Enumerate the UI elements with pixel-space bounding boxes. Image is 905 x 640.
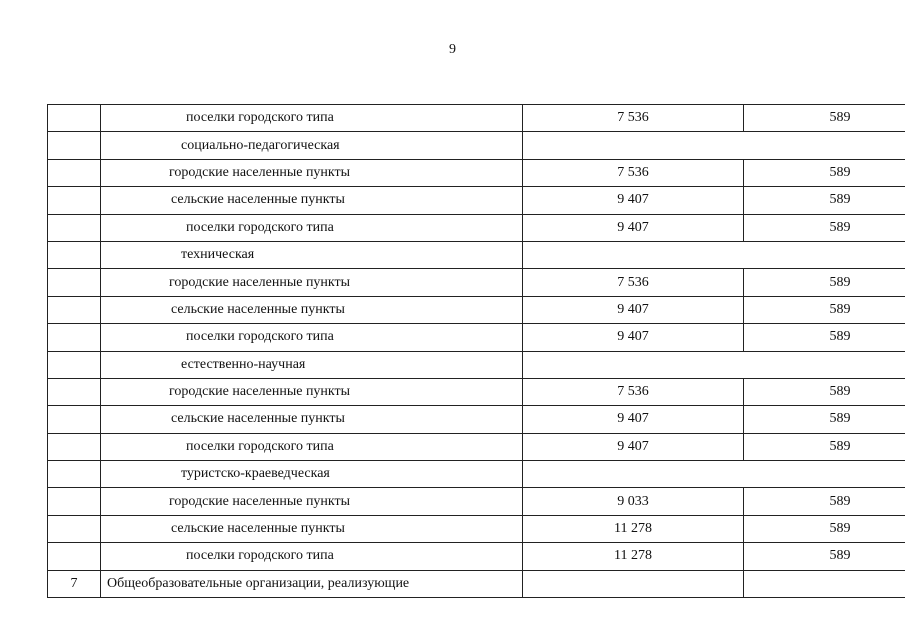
table-row [48, 324, 905, 351]
value-cell-secondary: 589 [744, 269, 905, 296]
value-cell-secondary: 589 [744, 515, 905, 542]
value-cell-secondary: 589 [744, 543, 905, 570]
row-label-cell: сельские населенные пункты [101, 406, 523, 433]
value-cell-primary: 9 407 [523, 214, 744, 241]
section-title-cell: техническая [101, 241, 523, 268]
table-row [48, 187, 905, 214]
page-number: 9 [449, 42, 456, 57]
section-header-row [48, 132, 905, 159]
section-header-row [48, 351, 905, 378]
empty-value-cell [523, 461, 905, 488]
table-row [48, 105, 905, 132]
section-title-cell: туристско-краеведческая [101, 461, 523, 488]
value-cell-primary: 7 536 [523, 269, 744, 296]
value-cell-primary: 7 536 [523, 378, 744, 405]
row-number-cell [48, 406, 101, 433]
row-label-cell: городские населенные пункты [101, 378, 523, 405]
value-cell-primary: 7 536 [523, 105, 744, 132]
value-cell-primary: 9 407 [523, 406, 744, 433]
row-label-cell: городские населенные пункты [101, 159, 523, 186]
row-label-cell: поселки городского типа [101, 543, 523, 570]
value-cell-secondary: 589 [744, 296, 905, 323]
row-label-cell: городские населенные пункты [101, 488, 523, 515]
value-cell-secondary: 589 [744, 214, 905, 241]
value-cell-secondary: 589 [744, 433, 905, 460]
section-title-cell: естественно-научная [101, 351, 523, 378]
row-number-cell: 7 [48, 570, 101, 597]
value-cell-primary: 11 278 [523, 543, 744, 570]
value-cell-primary: 9 407 [523, 296, 744, 323]
row-label-cell: сельские населенные пункты [101, 515, 523, 542]
row-number-cell [48, 159, 101, 186]
value-cell-secondary: 589 [744, 159, 905, 186]
value-cell-secondary: 589 [744, 488, 905, 515]
value-cell-secondary [744, 570, 905, 597]
empty-value-cell [523, 241, 905, 268]
table-row [48, 406, 905, 433]
value-cell-primary: 7 536 [523, 159, 744, 186]
value-cell-secondary: 589 [744, 324, 905, 351]
table-row [48, 159, 905, 186]
empty-value-cell [523, 351, 905, 378]
table-body [48, 105, 905, 598]
funding-table [47, 104, 905, 598]
row-number-cell [48, 187, 101, 214]
row-number-cell [48, 132, 101, 159]
value-cell-primary: 9 407 [523, 324, 744, 351]
section-header-row [48, 241, 905, 268]
row-number-cell [48, 488, 101, 515]
row-number-cell [48, 351, 101, 378]
row-label-cell: поселки городского типа [101, 214, 523, 241]
value-cell-secondary: 589 [744, 187, 905, 214]
row-number-cell [48, 269, 101, 296]
row-number-cell [48, 433, 101, 460]
table-row [48, 488, 905, 515]
table-row [48, 433, 905, 460]
row-number-cell [48, 543, 101, 570]
row-number-cell [48, 241, 101, 268]
value-cell-primary: 9 407 [523, 187, 744, 214]
value-cell-primary: 9 033 [523, 488, 744, 515]
value-cell-secondary: 589 [744, 378, 905, 405]
value-cell-secondary: 589 [744, 105, 905, 132]
table-row [48, 378, 905, 405]
row-label-cell: сельские населенные пункты [101, 296, 523, 323]
value-cell-primary: 9 407 [523, 433, 744, 460]
section-header-row [48, 461, 905, 488]
row-label-cell: Общеобразовательные организации, реализующие [101, 570, 523, 597]
empty-value-cell [523, 132, 905, 159]
row-label-cell: сельские населенные пункты [101, 187, 523, 214]
table-row [48, 296, 905, 323]
section-title-cell: социально-педагогическая [101, 132, 523, 159]
row-number-cell [48, 296, 101, 323]
row-label-cell: поселки городского типа [101, 324, 523, 351]
row-number-cell [48, 378, 101, 405]
row-label-cell: городские населенные пункты [101, 269, 523, 296]
value-cell-secondary: 589 [744, 406, 905, 433]
value-cell-primary: 11 278 [523, 515, 744, 542]
row-number-cell [48, 515, 101, 542]
table-row [48, 515, 905, 542]
row-number-cell [48, 214, 101, 241]
value-cell-primary [523, 570, 744, 597]
row-number-cell [48, 461, 101, 488]
row-number-cell [48, 105, 101, 132]
table-row [48, 269, 905, 296]
table-row [48, 543, 905, 570]
row-label-cell: поселки городского типа [101, 105, 523, 132]
table-row [48, 570, 905, 597]
row-number-cell [48, 324, 101, 351]
row-label-cell: поселки городского типа [101, 433, 523, 460]
table-row [48, 214, 905, 241]
